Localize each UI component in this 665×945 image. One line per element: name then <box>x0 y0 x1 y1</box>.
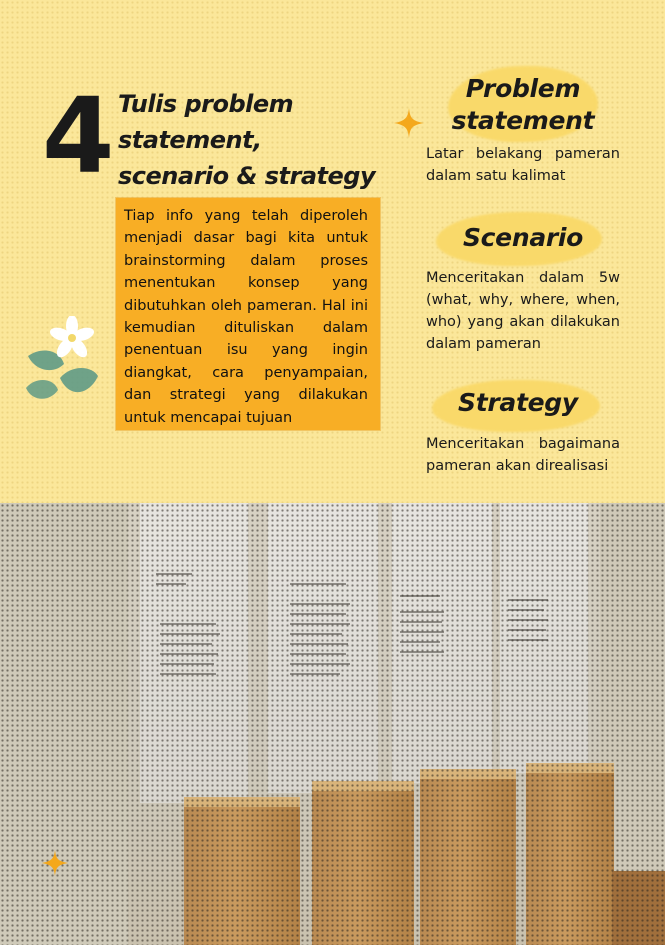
sparkle-star-icon <box>40 848 70 878</box>
card-title <box>426 222 620 254</box>
card-title <box>426 73 620 137</box>
card-title-line: Problem <box>465 74 581 103</box>
card-description: Menceritakan bagaimana pameran akan direalisasi <box>426 436 620 474</box>
card-description: Menceritakan dalam 5w (what, why, where, when, who) yang akan dilakukan dalam pameran <box>426 270 620 352</box>
description-box <box>116 198 380 430</box>
card-problem-statement <box>426 73 620 187</box>
step-title <box>118 86 378 194</box>
flower-leaf-icon <box>20 316 104 414</box>
exhibition-photo <box>0 503 665 945</box>
step-number: 4 <box>42 75 111 197</box>
card-title-line: Scenario <box>462 223 584 252</box>
card-strategy <box>426 387 620 477</box>
card-title <box>426 387 620 419</box>
card-title-line: Strategy <box>458 388 578 417</box>
step-title-line: statement, <box>118 126 262 154</box>
step-description: Tiap info yang telah diperoleh menjadi dasar bagi kita untuk brainstorming dalam proses menentukan konsep yang dibutuhkan oleh pameran. Hal ini kemudian dituliskan dalam penentuan isu yang ingin diangkat, cara penyampaian, dan strategi yang dilakukan untuk mencapai tujuan <box>124 208 368 426</box>
card-scenario <box>426 222 620 355</box>
card-title-line: statement <box>451 106 595 135</box>
step-title-line: scenario & strategy <box>118 162 376 190</box>
card-description: Latar belakang pameran dalam satu kalimat <box>426 146 620 184</box>
sparkle-star-icon <box>392 106 426 140</box>
step-title-line: Tulis problem <box>118 90 294 118</box>
